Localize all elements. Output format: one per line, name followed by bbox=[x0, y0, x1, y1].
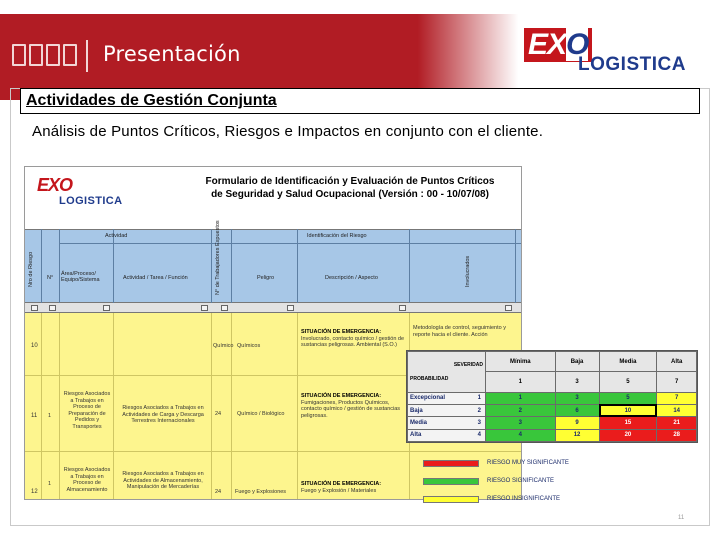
header-title: Presentación bbox=[103, 42, 241, 66]
cell-peligro: Fuego y Explosiones bbox=[235, 489, 287, 495]
filter-arrow-icon[interactable] bbox=[399, 305, 406, 311]
matrix-cell: 3 bbox=[555, 392, 599, 404]
legend-swatch-red bbox=[423, 460, 479, 467]
sev-value: 3 bbox=[555, 372, 599, 392]
filter-arrow-icon[interactable] bbox=[505, 305, 512, 311]
sev-value: 7 bbox=[657, 372, 697, 392]
group-identificacion: Identificación del Riesgo bbox=[307, 233, 367, 239]
col-involucrados: Involucrados bbox=[465, 255, 471, 287]
matrix-cell: 5 bbox=[599, 392, 657, 404]
cell-actividad: Riesgos Asociados a Trabajos en Actividades de Almacenamiento, Manipulación de Mercaderías bbox=[122, 471, 204, 490]
sev-value: 1 bbox=[486, 372, 556, 392]
sev-media: Media bbox=[599, 352, 657, 372]
legend-item: RIESGO INSIGNIFICANTE bbox=[423, 496, 613, 504]
col-actividad: Actividad / Tarea / Función bbox=[123, 275, 188, 281]
cell-peligro: Químico bbox=[213, 343, 234, 349]
matrix-cell: 14 bbox=[657, 404, 697, 416]
matrix-cell: 28 bbox=[657, 429, 697, 441]
filter-arrow-icon[interactable] bbox=[201, 305, 208, 311]
risk-form-sheet bbox=[24, 166, 522, 500]
prob-label: Baja 2 bbox=[408, 404, 486, 416]
matrix-cell: 7 bbox=[657, 392, 697, 404]
matrix-cell: 12 bbox=[555, 429, 599, 441]
cell-descripcion: SITUACIÓN DE EMERGENCIA: Involucrado, contacto químico / gestión de sustancias peligrosas. Ambiental (S.O.) bbox=[301, 329, 405, 348]
prob-label: Excepcional 1 bbox=[408, 392, 486, 404]
prob-label: Media 3 bbox=[408, 417, 486, 429]
matrix-severidad-label: SEVERIDAD bbox=[453, 361, 483, 368]
heading-box bbox=[20, 88, 700, 114]
col-peligro: Peligro bbox=[257, 275, 275, 281]
cell-area: Riesgos Asociados a Trabajos en Proceso de Almacenamiento bbox=[63, 467, 111, 493]
matrix-cell: 15 bbox=[599, 417, 657, 429]
cell-peligro-detail: Químicos bbox=[237, 343, 261, 349]
legend-swatch-green bbox=[423, 478, 479, 485]
form-title: Formulario de Identificación y Evaluación de Puntos Críticos de Seguridad y Salud Ocupacional (Versión : 00 - 10/07/08) bbox=[205, 176, 495, 200]
prob-label: Alta 4 bbox=[408, 429, 486, 441]
matrix-cell: 2 bbox=[486, 404, 556, 416]
cell-involucrados: Metodología de control, seguimiento y reporte hacia el cliente. Acción bbox=[413, 325, 506, 338]
header-decor-boxes bbox=[12, 44, 77, 66]
col-trabajadores: N° de Trabajadores Expuestos bbox=[215, 220, 221, 295]
matrix-cell: 20 bbox=[599, 429, 657, 441]
matrix-cell: 9 bbox=[555, 417, 599, 429]
row-number: 11 bbox=[31, 413, 38, 419]
slide-heading: Actividades de Gestión Conjunta bbox=[26, 92, 277, 109]
matrix-cell: 10 bbox=[599, 404, 657, 416]
cell-trabajadores: 24 bbox=[215, 489, 222, 495]
exo-logistica-logo: EXO LOGISTICA bbox=[520, 28, 695, 76]
cell-actividad: Riesgos Asociados a Trabajos en Actividades de Carga y Descarga Terrestres Internacionales bbox=[122, 405, 204, 424]
form-logo: EXO LOGISTICA bbox=[37, 175, 123, 207]
filter-arrow-icon[interactable] bbox=[103, 305, 110, 311]
matrix-cell: 3 bbox=[486, 417, 556, 429]
form-header bbox=[25, 229, 522, 303]
filter-arrow-icon[interactable] bbox=[31, 305, 38, 311]
cell-descripcion: SITUACIÓN DE EMERGENCIA: Fuego y Explosión / Materiales bbox=[301, 481, 382, 494]
sev-minima: Mínima bbox=[486, 352, 556, 372]
slide-subtitle: Análisis de Puntos Críticos, Riesgos e Impactos en conjunto con el cliente. bbox=[32, 123, 544, 140]
matrix-cell: 6 bbox=[555, 404, 599, 416]
risk-matrix bbox=[406, 350, 698, 443]
sev-baja: Baja bbox=[555, 352, 599, 372]
group-actividad: Actividad bbox=[105, 233, 128, 239]
filter-arrow-icon[interactable] bbox=[287, 305, 294, 311]
filter-arrow-icon[interactable] bbox=[221, 305, 228, 311]
col-nro-riesgo: Nro de Riesgo bbox=[28, 251, 34, 287]
row-number: 12 bbox=[31, 489, 38, 495]
matrix-cell: 4 bbox=[486, 429, 556, 441]
filter-arrow-icon[interactable] bbox=[49, 305, 56, 311]
cell-area: Riesgos Asociados a Trabajos en Proceso de Preparación de Pedidos y Transportes bbox=[63, 391, 111, 430]
legend-swatch-yellow bbox=[423, 496, 479, 503]
matrix-cell: 21 bbox=[657, 417, 697, 429]
filter-row bbox=[25, 303, 522, 313]
legend-item: RIESGO MUY SIGNIFICANTE bbox=[423, 460, 613, 468]
row-number: 10 bbox=[31, 343, 38, 349]
cell-n: 1 bbox=[48, 481, 52, 487]
sev-value: 5 bbox=[599, 372, 657, 392]
page-number: 11 bbox=[678, 515, 685, 521]
header-divider bbox=[86, 40, 88, 72]
col-descripcion: Descripción / Aspecto bbox=[325, 275, 378, 281]
cell-peligro: Químico / Biológico bbox=[237, 411, 285, 417]
cell-trabajadores: 24 bbox=[215, 411, 222, 417]
matrix-cell: 1 bbox=[486, 392, 556, 404]
col-n: N° bbox=[47, 275, 54, 281]
col-area: Área/Proceso/ Equipo/Sistema bbox=[61, 271, 100, 283]
sev-alta: Alta bbox=[657, 352, 697, 372]
cell-n: 1 bbox=[48, 413, 52, 419]
legend-item: RIESGO SIGNIFICANTE bbox=[423, 478, 613, 486]
matrix-probabilidad-label: PROBABILIDAD bbox=[410, 375, 449, 382]
cell-descripcion: SITUACIÓN DE EMERGENCIA: Fumigaciones, Productos Químicos, contacto químico / gestión de sustancias peligrosas. bbox=[301, 393, 401, 419]
